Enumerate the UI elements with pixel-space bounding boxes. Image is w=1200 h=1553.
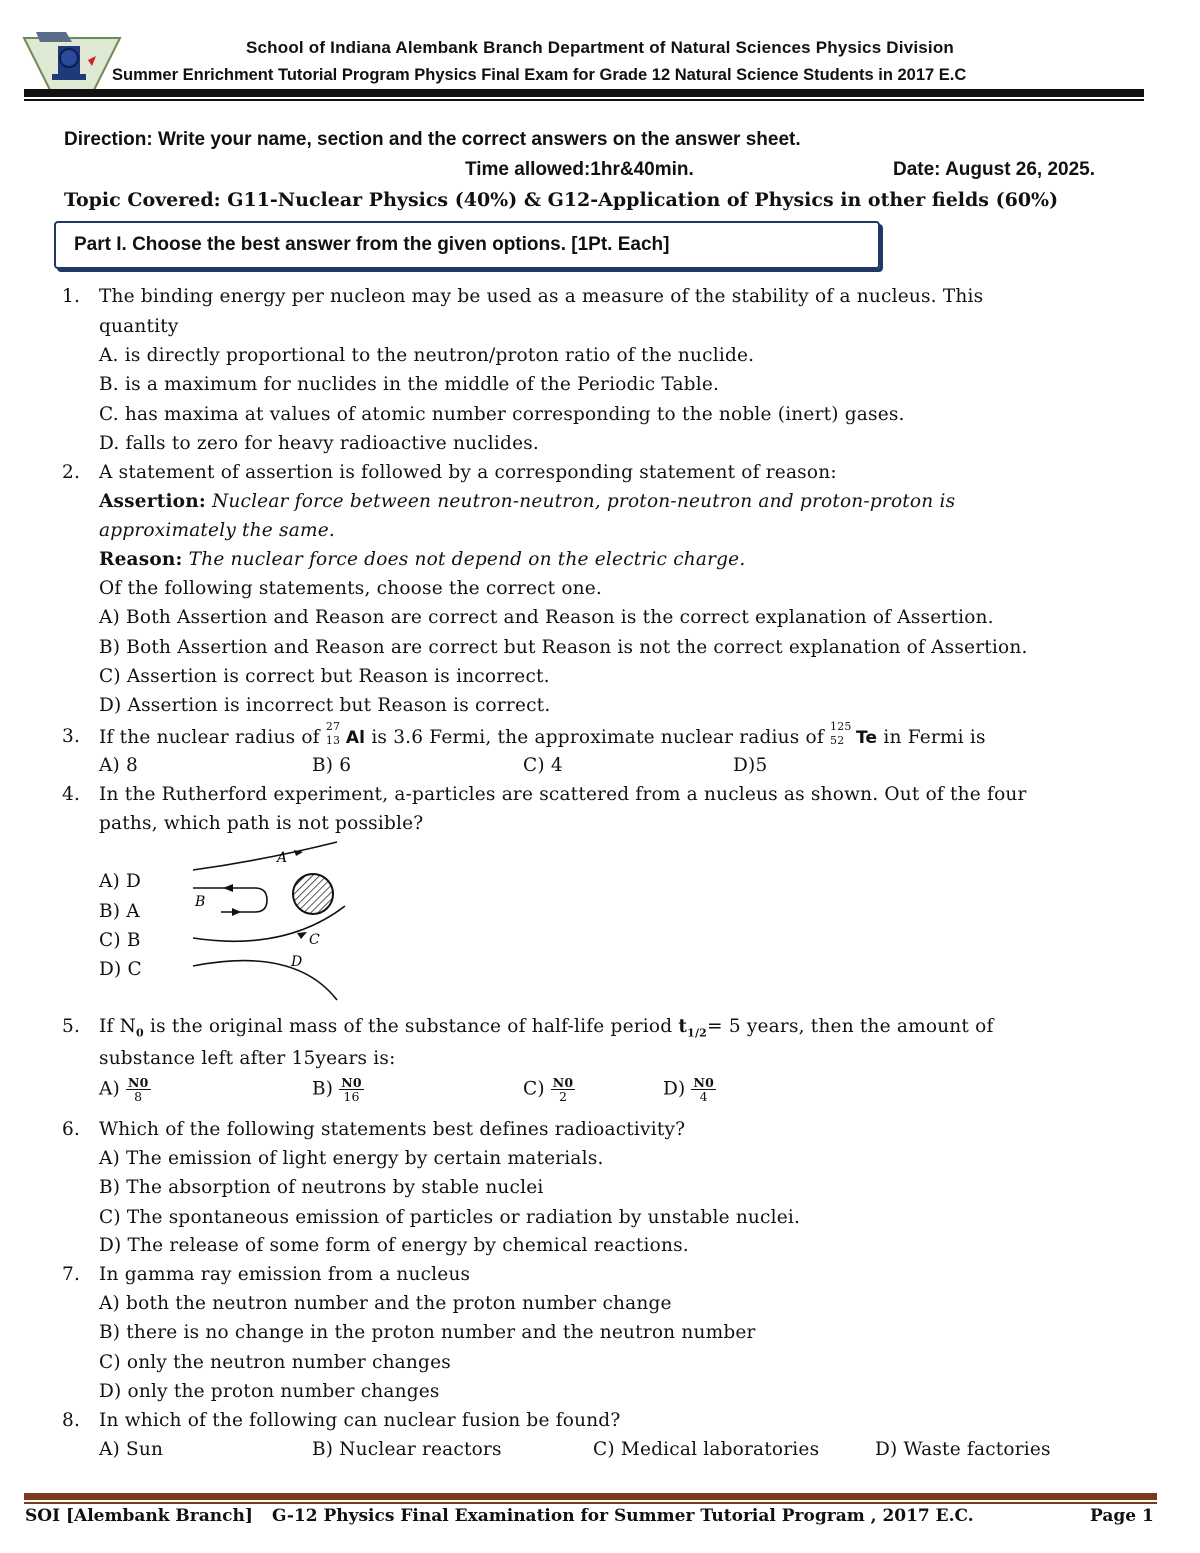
path-b-label: B xyxy=(195,894,206,910)
q7-option-b[interactable]: B) there is no change in the proton number and the neutron number xyxy=(99,1322,756,1343)
q2-option-b[interactable]: B) Both Assertion and Reason are correct but Reason is not the correct explanation of Assertion. xyxy=(99,637,1028,658)
q8-number: 8. xyxy=(62,1410,81,1431)
q8-option-d[interactable]: D) Waste factories xyxy=(875,1439,1051,1460)
te-symbol: Te xyxy=(856,728,878,748)
q5-t-subscript: 1/2 xyxy=(687,1026,708,1040)
q2-number: 2. xyxy=(62,462,81,483)
header-rule xyxy=(24,89,1144,97)
q4-option-c[interactable]: C) B xyxy=(99,930,141,951)
path-d-label: D xyxy=(291,954,303,970)
q2-option-d[interactable]: D) Assertion is incorrect but Reason is correct. xyxy=(99,695,551,716)
q4-stem-line1: In the Rutherford experiment, a-particles are scattered from a nucleus as shown. Out of the four xyxy=(99,784,1027,805)
path-a-label: A xyxy=(277,850,288,866)
q8-option-b[interactable]: B) Nuclear reactors xyxy=(312,1439,502,1460)
fraction-denominator: 4 xyxy=(699,1089,708,1104)
q5-stem-post: = 5 years, then the amount of xyxy=(707,1016,994,1037)
q4-option-b[interactable]: B) A xyxy=(99,901,140,922)
aluminium-nuclide xyxy=(325,720,346,747)
q7-number: 7. xyxy=(62,1264,81,1285)
te-mass-number: 125 xyxy=(830,720,852,733)
q8-option-c[interactable]: C) Medical laboratories xyxy=(593,1439,820,1460)
q2-stem: A statement of assertion is followed by a corresponding statement of reason: xyxy=(99,462,837,483)
te-atomic-number: 52 xyxy=(830,734,845,747)
fraction-numerator: N0 xyxy=(341,1075,362,1090)
footer-school: SOI [Alembank Branch] xyxy=(25,1506,253,1526)
al-symbol: Al xyxy=(345,728,366,748)
al-atomic-number: 13 xyxy=(325,734,341,747)
q7-stem: In gamma ray emission from a nucleus xyxy=(99,1264,471,1285)
footer-exam-title: G-12 Physics Final Examination for Summer Tutorial Program , 2017 E.C. xyxy=(272,1506,974,1526)
al-mass-number: 27 xyxy=(325,720,341,733)
q2-assertion xyxy=(99,491,955,512)
q6-option-d[interactable]: D) The release of some form of energy by chemical reactions. xyxy=(99,1235,689,1256)
q3-option-d[interactable]: D)5 xyxy=(733,755,768,776)
q5-option-d-label: D) xyxy=(663,1078,686,1100)
q3-stem xyxy=(99,720,986,748)
q2-option-c[interactable]: C) Assertion is correct but Reason is incorrect. xyxy=(99,666,550,687)
q5-option-c-fraction xyxy=(551,1076,576,1103)
q5-option-d[interactable] xyxy=(663,1076,716,1103)
q3-stem-post: in Fermi is xyxy=(883,727,986,748)
q5-n0-subscript: 0 xyxy=(136,1026,144,1040)
q6-option-c[interactable]: C) The spontaneous emission of particles or radiation by unstable nuclei. xyxy=(99,1207,801,1228)
q1-number: 1. xyxy=(62,286,81,307)
q4-number: 4. xyxy=(62,784,81,805)
q5-number: 5. xyxy=(62,1016,81,1037)
q7-option-c[interactable]: C) only the neutron number changes xyxy=(99,1352,451,1373)
q7-option-d[interactable]: D) only the proton number changes xyxy=(99,1381,440,1402)
q3-number: 3. xyxy=(62,726,81,747)
q3-stem-mid: is 3.6 Fermi, the approximate nuclear radius of xyxy=(371,727,824,748)
time-allowed: Time allowed:1hr&40min. xyxy=(465,159,694,180)
q2-assertion-label: Assertion: xyxy=(99,491,206,512)
path-d xyxy=(193,961,337,1000)
fraction-denominator: 8 xyxy=(134,1089,143,1104)
header-exam-line: Summer Enrichment Tutorial Program Physics Final Exam for Grade 12 Natural Science Students in 2017 E.C xyxy=(112,66,967,84)
path-a xyxy=(193,842,337,870)
exam-date: Date: August 26, 2025. xyxy=(893,159,1096,180)
q6-option-a[interactable]: A) The emission of light energy by certain materials. xyxy=(99,1148,604,1169)
fraction-denominator: 16 xyxy=(343,1089,360,1104)
q1-stem-line1: The binding energy per nucleon may be used as a measure of the stability of a nucleus. This xyxy=(99,286,984,307)
q7-option-a[interactable]: A) both the neutron number and the proton number change xyxy=(99,1293,672,1314)
q5-stem-pre: If N xyxy=(99,1016,137,1037)
q3-option-b[interactable]: B) 6 xyxy=(312,755,352,776)
q6-stem: Which of the following statements best defines radioactivity? xyxy=(99,1119,686,1140)
q2-assertion-cont: approximately the same. xyxy=(99,520,335,541)
path-b-arrow-bottom xyxy=(232,908,241,916)
q4-stem-line2: paths, which path is not possible? xyxy=(99,813,424,834)
q5-option-b[interactable] xyxy=(312,1076,364,1103)
q2-reason xyxy=(99,549,745,570)
header-school-line: School of Indiana Alembank Branch Department of Natural Sciences Physics Division xyxy=(245,38,955,57)
q5-stem-line1 xyxy=(99,1016,994,1040)
path-c-arrow xyxy=(297,932,307,939)
rutherford-scattering-figure xyxy=(185,840,355,1005)
footer-rule-thin xyxy=(24,1502,1157,1504)
header-rule-thin xyxy=(24,99,1144,101)
q8-stem: In which of the following can nuclear fusion be found? xyxy=(99,1410,621,1431)
q4-option-a[interactable]: A) D xyxy=(99,871,142,892)
q2-reason-text: The nuclear force does not depend on the electric charge. xyxy=(188,549,746,570)
tellurium-nuclide xyxy=(830,720,856,747)
q6-number: 6. xyxy=(62,1119,81,1140)
path-c-label: C xyxy=(309,932,320,948)
q6-option-b[interactable]: B) The absorption of neutrons by stable nuclei xyxy=(99,1177,544,1198)
fraction-numerator: N0 xyxy=(693,1075,714,1090)
q5-option-b-fraction xyxy=(339,1076,364,1103)
q1-option-c[interactable]: C. has maxima at values of atomic number corresponding to the noble (inert) gases. xyxy=(99,404,905,425)
q2-reason-label: Reason: xyxy=(99,549,183,570)
q5-option-a[interactable] xyxy=(99,1076,151,1103)
fraction-numerator: N0 xyxy=(552,1075,574,1090)
q2-prompt: Of the following statements, choose the correct one. xyxy=(99,578,602,599)
footer-page-number: Page 1 xyxy=(1090,1506,1154,1526)
fraction-denominator: 2 xyxy=(558,1089,568,1104)
q3-stem-pre: If the nuclear radius of xyxy=(99,727,320,748)
q5-option-c-label: C) xyxy=(523,1078,545,1100)
q5-option-b-label: B) xyxy=(312,1078,334,1100)
q5-stem-line2: substance left after 15years is: xyxy=(99,1048,396,1069)
path-b-arrow-top xyxy=(223,884,233,892)
q1-option-b[interactable]: B. is a maximum for nuclides in the middle of the Periodic Table. xyxy=(99,374,720,395)
part-title: Part I. Choose the best answer from the given options. [1Pt. Each] xyxy=(74,234,670,255)
q5-option-a-fraction xyxy=(126,1076,151,1103)
fraction-numerator: N0 xyxy=(127,1075,149,1090)
q5-option-c[interactable] xyxy=(523,1076,575,1103)
topic-covered: Topic Covered: G11-Nuclear Physics (40%) & G12-Application of Physics in other fields (60%) xyxy=(64,189,1059,211)
q4-option-d[interactable]: D) C xyxy=(99,959,142,980)
q5-option-a-label: A) xyxy=(99,1078,120,1100)
q1-option-a[interactable]: A. is directly proportional to the neutron/proton ratio of the nuclide. xyxy=(99,345,755,366)
q3-option-a[interactable]: A) 8 xyxy=(99,755,139,776)
q5-option-d-fraction xyxy=(691,1076,716,1103)
nucleus-icon xyxy=(293,874,333,914)
q1-option-d[interactable]: D. falls to zero for heavy radioactive nuclides. xyxy=(99,433,539,454)
direction-text: Direction: Write your name, section and the correct answers on the answer sheet. xyxy=(64,129,801,150)
footer-rule xyxy=(24,1493,1157,1500)
q8-option-a[interactable]: A) Sun xyxy=(99,1439,164,1460)
q5-stem-mid: is the original mass of the substance of half-life period xyxy=(149,1016,673,1037)
q2-assertion-text: Nuclear force between neutron-neutron, proton-neutron and proton-proton is xyxy=(212,491,956,512)
q3-option-c[interactable]: C) 4 xyxy=(523,755,563,776)
q1-stem-line2: quantity xyxy=(99,316,179,337)
q5-t-symbol: t xyxy=(678,1016,688,1037)
q2-option-a[interactable]: A) Both Assertion and Reason are correct and Reason is the correct explanation of Assertion. xyxy=(99,607,994,628)
